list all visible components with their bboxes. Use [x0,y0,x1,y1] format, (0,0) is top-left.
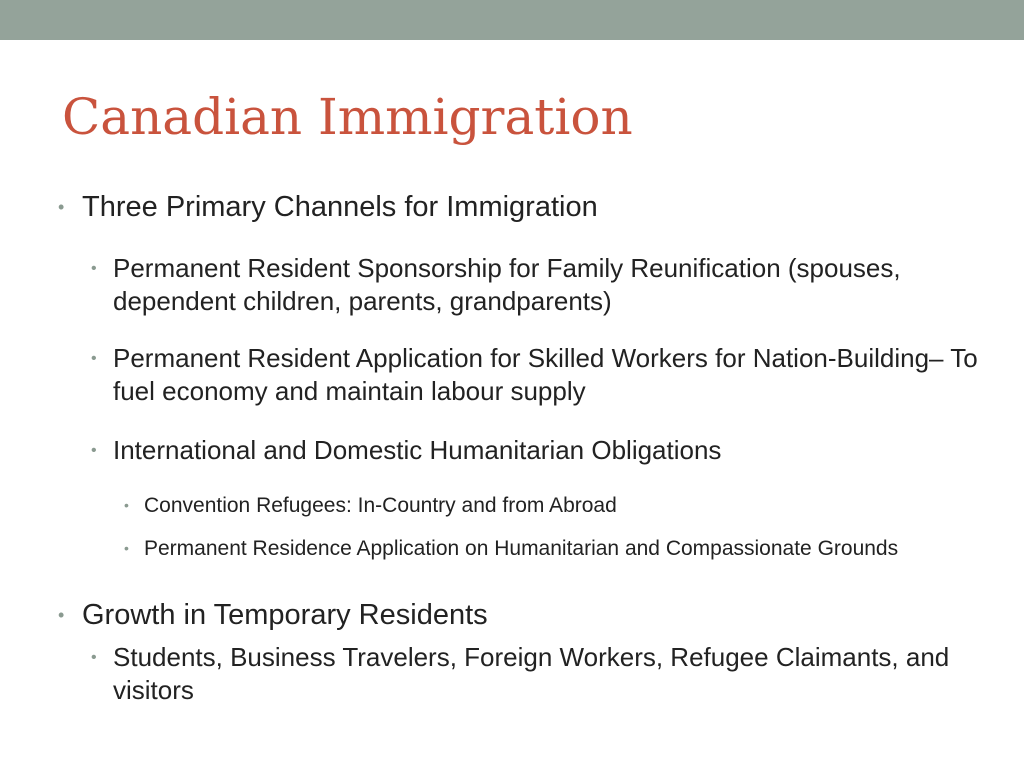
top-accent-bar [0,0,1024,40]
bullet-text: Convention Refugees: In-Country and from Abroad [144,494,617,517]
bullet-dot-icon: • [58,197,65,217]
bullet-dot-icon: • [91,350,97,367]
bullet-dot-icon: • [91,260,97,277]
bullet-dot-icon: • [91,649,97,666]
bullet-item-students-travelers [91,641,983,707]
bullet-dot-icon: • [124,497,129,513]
bullet-text: Students, Business Travelers, Foreign Workers, Refugee Claimants, and visitors [113,642,950,705]
bullet-dot-icon: • [124,540,129,556]
bullet-item-convention-refugees [124,492,924,519]
bullet-text: Permanent Resident Application for Skilled Workers for Nation-Building– To fuel economy and maintain labour supply [113,343,978,406]
bullet-item-primary-channels [58,190,982,224]
bullet-item-temporary-residents [58,598,982,632]
bullet-item-humanitarian-grounds [124,535,924,562]
bullet-text: Permanent Resident Sponsorship for Family Reunification (spouses, dependent children, parents, grandparents) [113,253,901,316]
bullet-text: Three Primary Channels for Immigration [82,191,598,223]
bullet-item-humanitarian-obligations [91,434,983,467]
bullet-text: International and Domestic Humanitarian Obligations [113,435,722,465]
bullet-text: Permanent Residence Application on Humanitarian and Compassionate Grounds [144,537,899,560]
bullet-text: Growth in Temporary Residents [82,599,488,631]
bullet-dot-icon: • [91,442,97,459]
bullet-item-skilled-workers [91,342,983,408]
slide-title: Canadian Immigration [62,88,633,146]
bullet-item-family-reunification [91,252,983,318]
bullet-dot-icon: • [58,605,65,625]
